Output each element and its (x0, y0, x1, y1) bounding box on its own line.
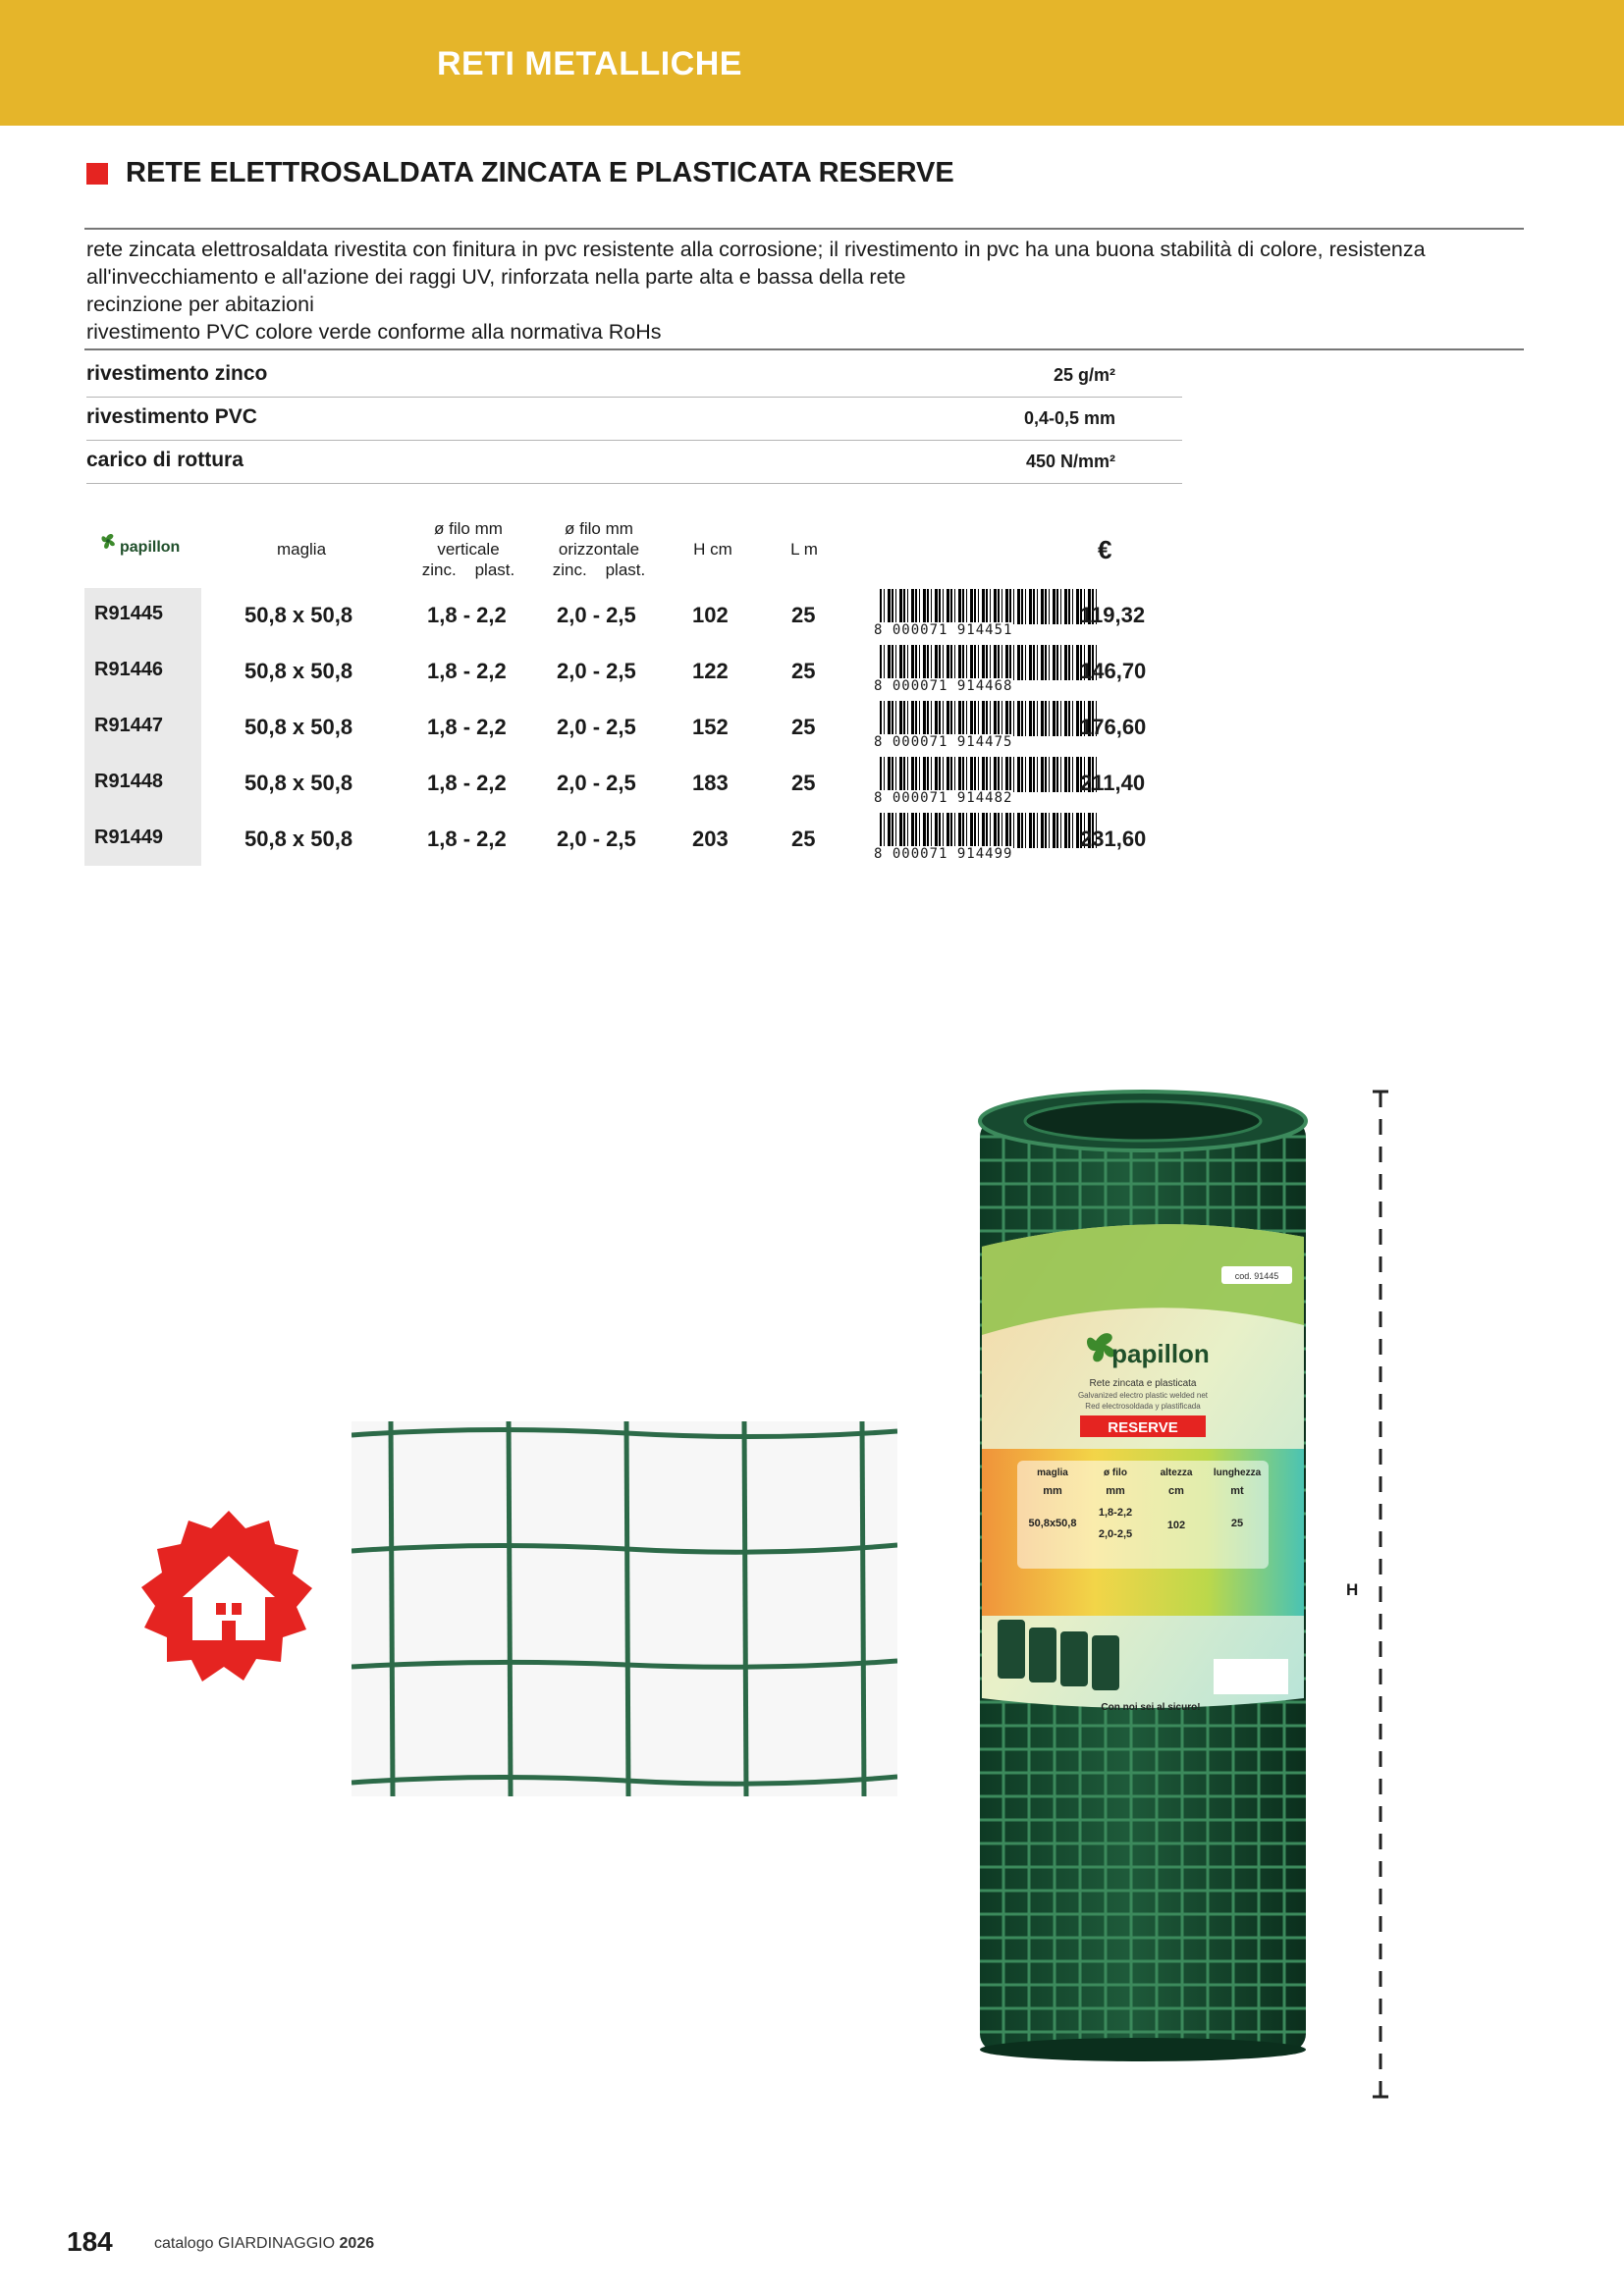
col-header-maglia: maglia (276, 540, 327, 559)
table-row (84, 587, 1184, 643)
mesh-size: 50,8 x 50,8 (244, 827, 353, 851)
barcode-icon (872, 757, 1104, 806)
vertical-wire: 1,8 - 2,2 (427, 715, 507, 739)
ean-code: 8 000071 914468 (874, 678, 1013, 694)
ean-code: 8 000071 914499 (874, 846, 1013, 862)
vertical-wire: 1,8 - 2,2 (427, 827, 507, 851)
col-header-oriz-line: ø filo mm (565, 519, 633, 538)
horizontal-wire: 2,0 - 2,5 (557, 715, 636, 739)
label-desc: Galvanized electro plastic welded net (1077, 1391, 1209, 1400)
height: 183 (692, 771, 729, 795)
price: 146,70 (1080, 659, 1147, 683)
length: 25 (791, 827, 816, 851)
specs-table (86, 354, 1182, 484)
header-band (0, 0, 1624, 126)
spec-value: 25 g/m² (1053, 365, 1115, 385)
price: 211,40 (1080, 771, 1146, 795)
price: 119,32 (1080, 603, 1146, 627)
brand-name: papillon (120, 539, 181, 556)
col-header-vert-line: zinc. plast. (421, 561, 515, 579)
label-value: 1,8-2,2 (1098, 1507, 1133, 1519)
col-header-oriz-line: orizzontale (558, 540, 640, 559)
catalog-year: 2026 (339, 2235, 375, 2252)
welded-mesh-panel-image (352, 1421, 897, 1796)
barcode-icon (872, 813, 1104, 862)
catalog-name: catalogo GIARDINAGGIO (154, 2235, 336, 2252)
label-unit: mm (1106, 1485, 1125, 1497)
spec-value: 450 N/mm² (1025, 452, 1115, 471)
product-code: R91447 (94, 715, 164, 736)
length: 25 (791, 771, 816, 795)
description-line: rivestimento PVC colore verde conforme alla normativa RoHs (86, 320, 662, 344)
col-header-price: € (1098, 535, 1112, 564)
description-line: recinzione per abitazioni (86, 293, 314, 316)
mesh-size: 50,8 x 50,8 (244, 603, 353, 627)
spec-row (86, 398, 1182, 441)
height: 102 (692, 603, 729, 627)
page-number: 184 (67, 2226, 113, 2257)
table-row (84, 811, 1184, 867)
mesh-roll-product-image (978, 1090, 1308, 2061)
price: 176,60 (1080, 715, 1147, 739)
papillon-logo-icon (100, 530, 187, 561)
spec-label: rivestimento PVC (86, 405, 257, 428)
col-header-vert-line: ø filo mm (434, 519, 503, 538)
label-desc: Red electrosoldada y plastificada (1085, 1402, 1201, 1411)
section-marker (86, 163, 108, 185)
label-value: 2,0-2,5 (1098, 1528, 1133, 1540)
spec-label: carico di rottura (86, 449, 244, 471)
length: 25 (791, 715, 816, 739)
product-description (86, 236, 1530, 346)
label-col: lunghezza (1213, 1468, 1262, 1478)
dimension-label: H (1346, 1580, 1359, 1599)
label-range: RESERVE (1108, 1419, 1178, 1436)
spec-row (86, 354, 1182, 398)
horizontal-wire: 2,0 - 2,5 (557, 603, 636, 627)
divider (84, 348, 1524, 350)
spec-row (86, 441, 1182, 484)
height: 152 (692, 715, 729, 739)
spec-value: 0,4-0,5 mm (1023, 408, 1115, 428)
label-desc: Rete zincata e plasticata (1089, 1378, 1197, 1389)
label-slogan: Con noi sei al sicuro! (1101, 1702, 1201, 1713)
label-unit: cm (1168, 1485, 1184, 1497)
col-header-l: L m (790, 540, 818, 559)
barcode-icon (872, 645, 1104, 694)
category-title: RETI METALLICHE (437, 45, 742, 82)
label-value: 25 (1230, 1518, 1244, 1529)
label-col: ø filo (1104, 1468, 1127, 1478)
horizontal-wire: 2,0 - 2,5 (557, 827, 636, 851)
label-value: 102 (1166, 1520, 1186, 1531)
horizontal-wire: 2,0 - 2,5 (557, 659, 636, 683)
product-code: R91448 (94, 771, 164, 792)
barcode-icon (872, 589, 1104, 638)
table-row (84, 755, 1184, 811)
ean-code: 8 000071 914475 (874, 734, 1013, 750)
label-brand: papillon (1111, 1339, 1210, 1368)
label-col: altezza (1160, 1468, 1193, 1478)
table-row (84, 643, 1184, 699)
description-line: rete zincata elettrosaldata rivestita con finitura in pvc resistente alla corrosione; il rivestimento in pvc ha una buona stabilità di colore, resistenza (86, 238, 1426, 261)
height-dimension-line (1371, 1090, 1390, 2101)
ean-code: 8 000071 914482 (874, 790, 1013, 806)
product-code: R91449 (94, 827, 164, 848)
vertical-wire: 1,8 - 2,2 (427, 603, 507, 627)
length: 25 (791, 603, 816, 627)
height: 122 (692, 659, 729, 683)
product-code: R91445 (94, 603, 164, 624)
col-header-vert-line: verticale (437, 540, 500, 559)
mesh-size: 50,8 x 50,8 (244, 659, 353, 683)
barcode-icon (872, 701, 1104, 750)
section-title: RETE ELETTROSALDATA ZINCATA E PLASTICATA RESERVE (126, 157, 954, 188)
col-header-oriz-line: zinc. plast. (552, 561, 646, 579)
mesh-size: 50,8 x 50,8 (244, 771, 353, 795)
footer-text (154, 2235, 374, 2253)
length: 25 (791, 659, 816, 683)
label-code: cod. 91445 (1234, 1271, 1279, 1281)
label-unit: mt (1230, 1485, 1244, 1497)
label-col: maglia (1037, 1468, 1068, 1478)
price: 231,60 (1080, 827, 1147, 851)
label-value: 50,8x50,8 (1028, 1518, 1077, 1529)
table-row (84, 699, 1184, 755)
mesh-size: 50,8 x 50,8 (244, 715, 353, 739)
ean-code: 8 000071 914451 (874, 622, 1013, 638)
description-line: all'invecchiamento e all'azione dei raggi UV, rinforzata nella parte alta e bassa della rete (86, 265, 906, 289)
height: 203 (692, 827, 729, 851)
horizontal-wire: 2,0 - 2,5 (557, 771, 636, 795)
divider (84, 228, 1524, 230)
spec-label: rivestimento zinco (86, 362, 268, 385)
house-badge-icon (137, 1507, 320, 1689)
label-unit: mm (1043, 1485, 1062, 1497)
col-header-h: H cm (693, 540, 732, 559)
vertical-wire: 1,8 - 2,2 (427, 659, 507, 683)
product-code: R91446 (94, 659, 164, 680)
vertical-wire: 1,8 - 2,2 (427, 771, 507, 795)
